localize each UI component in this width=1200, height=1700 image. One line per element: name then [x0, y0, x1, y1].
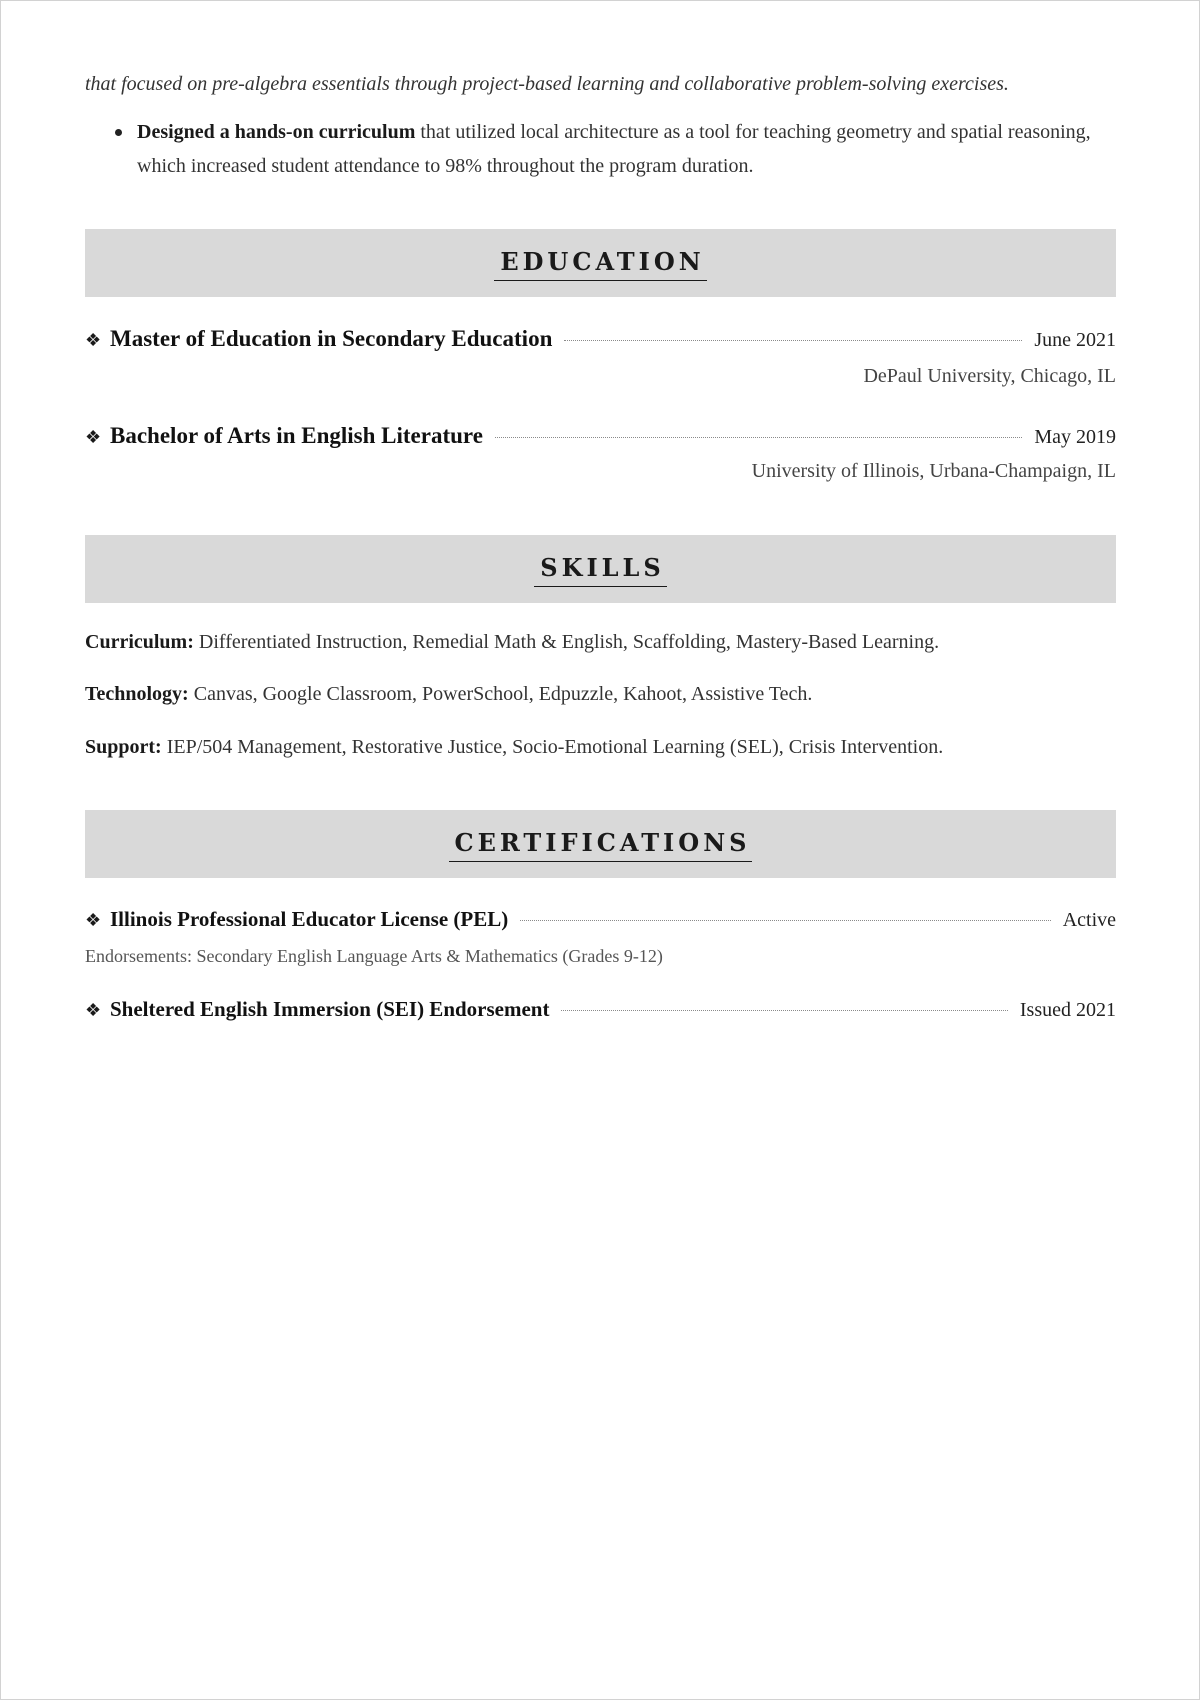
diamond-bullet-icon: ❖ [85, 427, 102, 447]
degree-title: Bachelor of Arts in English Literature [110, 423, 483, 448]
dotted-leader [495, 437, 1022, 438]
certifications-section-header [85, 810, 1116, 878]
experience-bullet-list [85, 115, 1116, 183]
certification-name: Sheltered English Immersion (SEI) Endorsement [110, 997, 550, 1021]
degree-title: Master of Education in Secondary Education [110, 326, 553, 351]
diamond-bullet-icon: ❖ [85, 330, 102, 350]
diamond-bullet-icon: ❖ [85, 910, 102, 930]
degree-date: May 2019 [1034, 426, 1116, 448]
education-title: EDUCATION [494, 248, 706, 281]
skill-label: Curriculum: [85, 631, 194, 653]
skill-label: Technology: [85, 683, 189, 705]
skill-line-technology [85, 683, 1116, 706]
skill-values: IEP/504 Management, Restorative Justice, Socio-Emotional Learning (SEL), Crisis Intervention. [161, 736, 944, 758]
education-section-header [85, 229, 1116, 297]
skills-title: SKILLS [534, 554, 667, 587]
experience-bullet [85, 115, 1116, 183]
certification-entry [85, 907, 1116, 932]
education-entry [85, 326, 1116, 352]
bullet-highlight: Designed a hands-on curriculum [137, 121, 416, 143]
certifications-title: CERTIFICATIONS [449, 829, 753, 862]
diamond-bullet-icon: ❖ [85, 1000, 102, 1020]
certification-note: Endorsements: Secondary English Language Arts & Mathematics (Grades 9-12) [85, 946, 663, 966]
skill-label: Support: [85, 736, 162, 758]
school-name: University of Illinois, Urbana-Champaign, IL [751, 460, 1116, 482]
dotted-leader [561, 1010, 1007, 1011]
education-entry [85, 423, 1116, 449]
dotted-leader [564, 340, 1022, 341]
bullet-text: that utilized local architecture as a tool for teaching geometry and spatial reasoning, which increased student attendance to 98% throughout the program duration. [137, 121, 1091, 177]
skill-values: Differentiated Instruction, Remedial Math & English, Scaffolding, Mastery-Based Learning. [193, 631, 940, 653]
skill-line-curriculum [85, 631, 1116, 654]
certification-name: Illinois Professional Educator License (PEL) [110, 907, 509, 931]
degree-date: June 2021 [1034, 329, 1116, 351]
skills-section-header [85, 535, 1116, 603]
certification-status: Issued 2021 [1019, 999, 1116, 1021]
skill-values: Canvas, Google Classroom, PowerSchool, Edpuzzle, Kahoot, Assistive Tech. [188, 683, 813, 705]
certification-entry [85, 997, 1116, 1022]
school-name: DePaul University, Chicago, IL [863, 365, 1116, 387]
experience-continuation-text: that focused on pre-algebra essentials through project-based learning and collaborative problem-solving exercises. [85, 73, 1009, 95]
skill-line-support [85, 736, 1116, 759]
dotted-leader [520, 920, 1050, 921]
round-bullet-icon [115, 129, 122, 136]
certification-status: Active [1062, 909, 1116, 931]
